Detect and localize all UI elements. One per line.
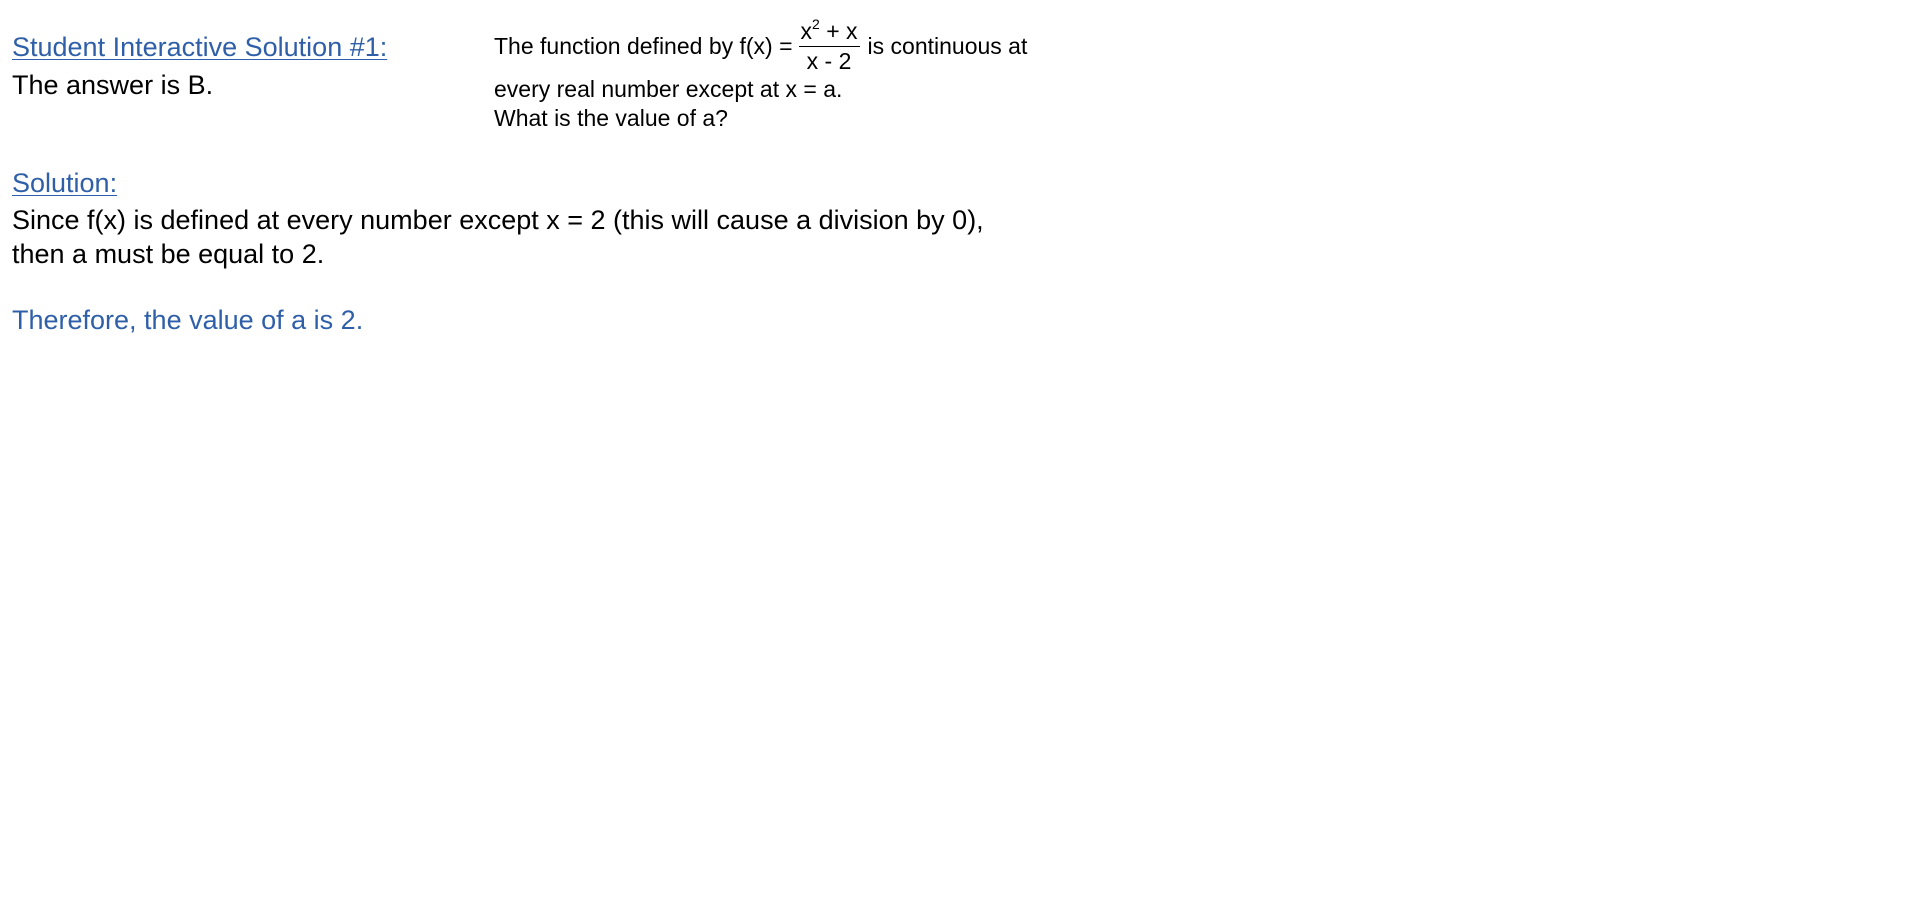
question-line-2: every real number except at x = a. <box>494 76 843 102</box>
question-prefix: The function defined by f(x) = <box>494 33 793 59</box>
solution-line-1: Since f(x) is defined at every number except x = 2 (this will cause a division by 0), <box>12 205 984 235</box>
numerator-base: x <box>800 18 813 44</box>
question-block <box>494 18 1027 133</box>
question-suffix: is continuous at <box>867 33 1028 59</box>
question-line-3: What is the value of a? <box>494 105 728 131</box>
numerator-rest: + x <box>819 18 858 44</box>
answer-text: The answer is B. <box>12 70 214 100</box>
function-fraction <box>799 18 860 75</box>
conclusion-text: Therefore, the value of a is 2. <box>12 305 364 335</box>
fraction-denominator: x - 2 <box>806 48 852 74</box>
solution-heading-link[interactable]: Solution: <box>12 168 118 198</box>
fraction-numerator <box>799 18 860 47</box>
student-solution-heading-link[interactable]: Student Interactive Solution #1: <box>12 32 388 62</box>
numerator-exponent: 2 <box>812 16 820 32</box>
question-line-1 <box>494 18 1027 75</box>
solution-line-2: then a must be equal to 2. <box>12 239 325 269</box>
